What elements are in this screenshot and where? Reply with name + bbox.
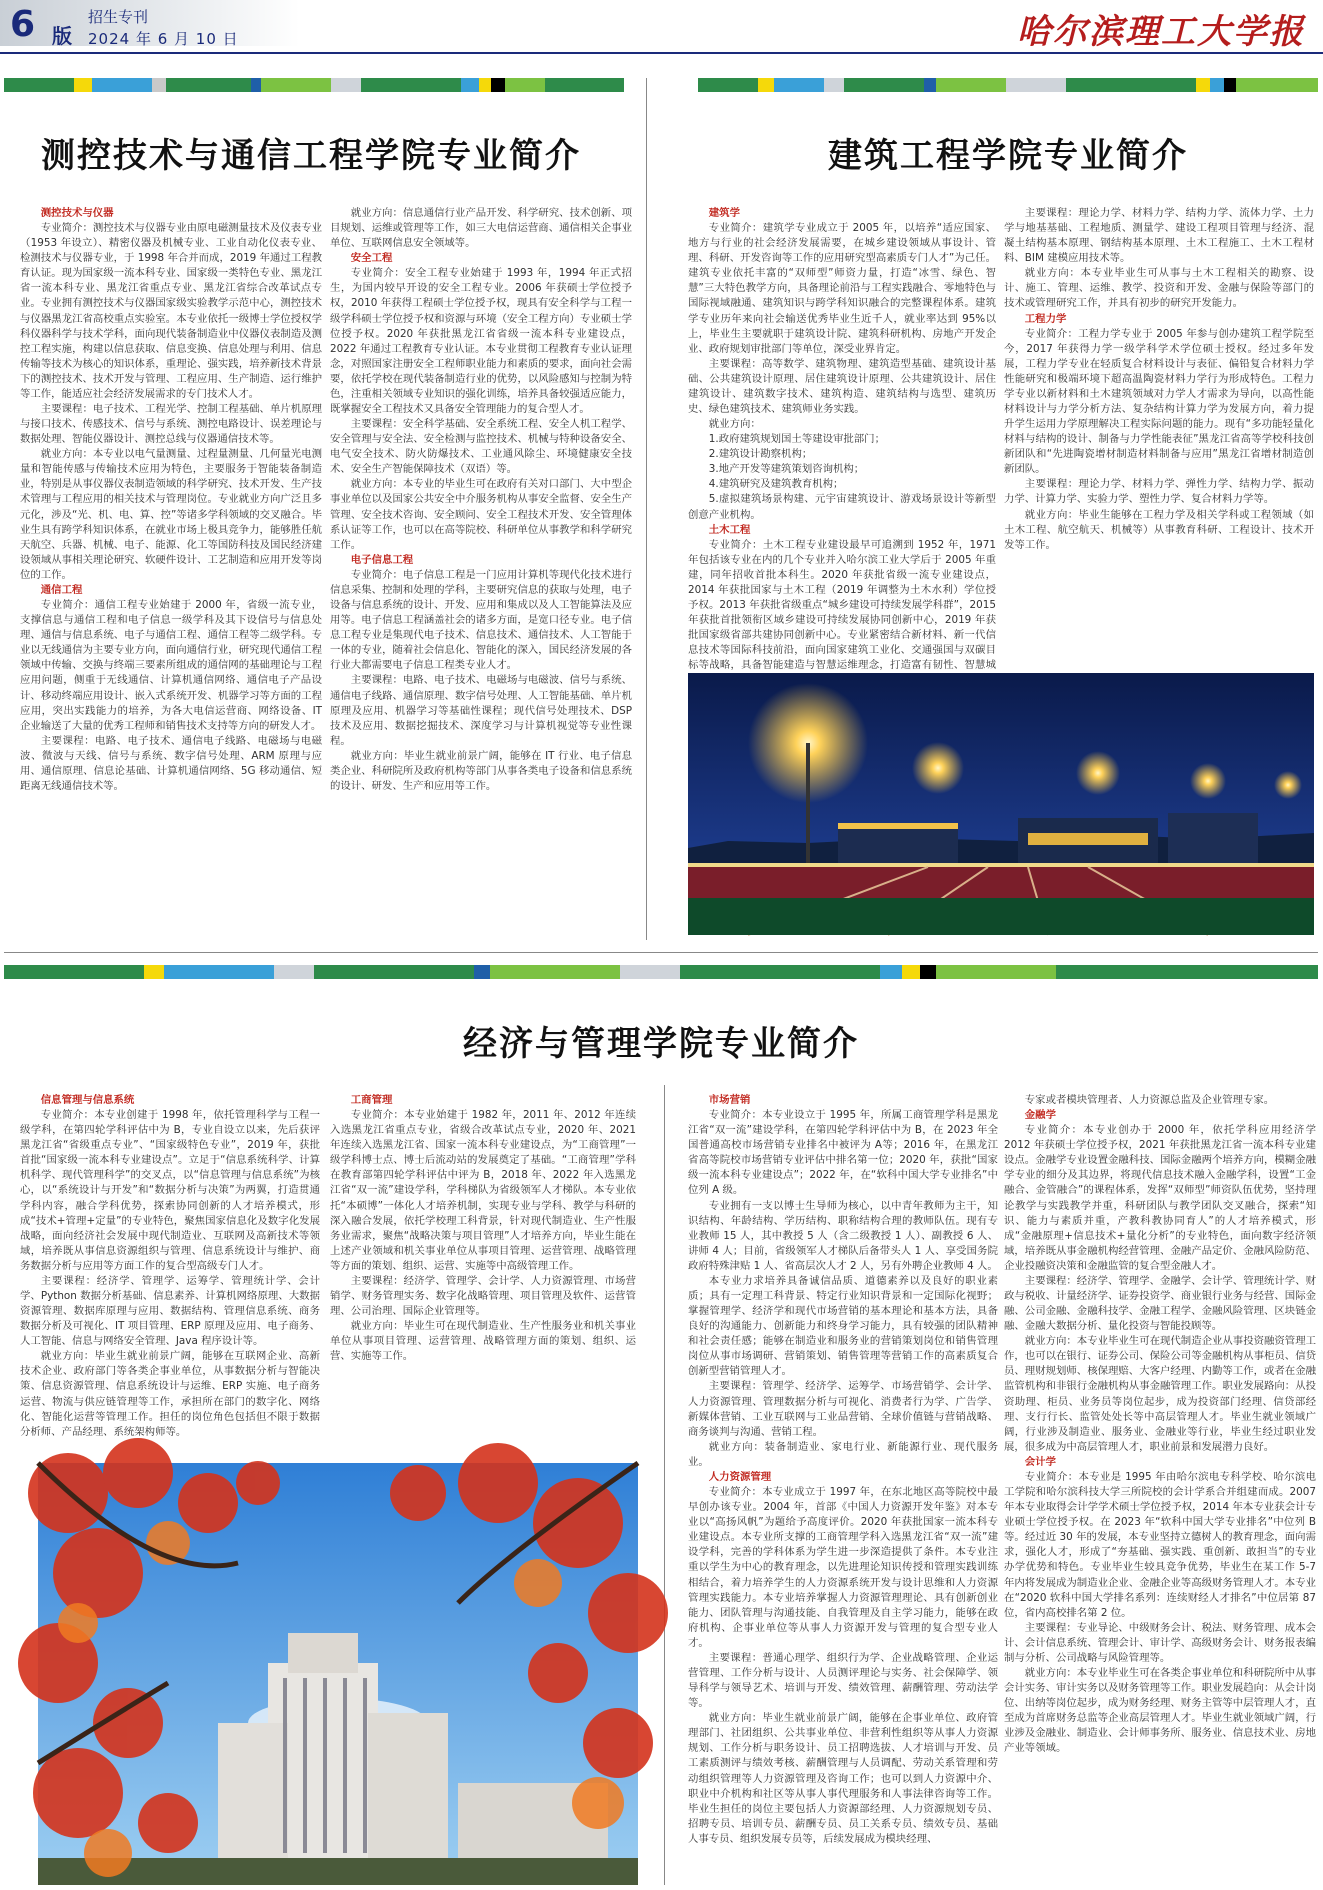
page-ban-label: 版 [52, 24, 72, 48]
section3-column-1b [330, 1093, 636, 1455]
body-paragraph: 专家或者模块管理者、人力资源总监及企业管理专家。 [1024, 1094, 1275, 1106]
body-paragraph: 就业方向：本专业毕业生可在各类企事业单位和科研院所中从事会计实务、审计实务以及财务管理等工作。职业发展趋向：从会计岗位、出纳等岗位起步，成为财务经理、财务主管等中层管理人才，直至成为首席财务总监等企业高层管理人才。毕业生就业领域广阔，行业涉及金融业、制造业、会计师事务所、服务业、信息技术业、房地产业等领域。 [1004, 1666, 1316, 1755]
section-divider [4, 952, 1318, 953]
body-paragraph: 就业方向：本专业以电气量测量、过程量测量、几何量光电测量和智能传感与传输技术应用为特色，主要服务于智能装备制造业，特别是从事仪器仪表制造领域的科学研究、技术开发、生产技术管理与工程应用的相关技术与管理岗位。专业就业方向广泛且多元化，涉及“光、机、电、算、控”等诸多学科领域的交叉融合。毕业生具有跨学科知识体系，在就业市场上极具竞争力，能够胜任航天航空、兵器、机械、电子、能源、化工等国防科技及国民经济建设领域从事相关理论研究、软硬件设计、工艺制造和应用开发等岗位的工作。 [20, 448, 322, 581]
masthead-rule [0, 52, 1323, 54]
major-heading: 通信工程 [40, 583, 83, 596]
section1-column-1 [20, 206, 322, 922]
body-paragraph: 主要课程：安全科学基础、安全系统工程、安全人机工程学、安全管理与安全法、安全检测与监控技术、机械与特种设备安全、电气安全技术、防火防爆技术、工业通风除尘、环境健康安全技术、安全生产智能保障技术（双语）等。 [330, 418, 632, 476]
major-heading: 电子信息工程 [350, 553, 414, 566]
section3-column-1a [20, 1093, 320, 1455]
body-paragraph: 专业简介：本专业创办于 2000 年，依托学科应用经济学 2012 年获硕士学位授予权，2021 年获批黑龙江省一流本科专业建设点。金融学专业设置金融科技、国际金融两个培养方向，模糊金融学专业的细分及其边界，将现代信息技术融入金融学科，设置“工金融合、金管融合”的课程体系，发挥“双师型”师资队伍优势，坚持理论教学与实践教学并重，科研团队与教学团队交叉融合，探索“知识、能力与素质并重，产教科教协同育人”的人才培养模式，形成“金融原理+信息技术+量化分析”的专业特色，面向数字经济领域，培养既从事金融机构经营管理、金融产品定价、金融风险防范、企业投融资决策和金融监管的复合型金融人才。 [1004, 1124, 1316, 1272]
major-heading: 信息管理与信息系统 [40, 1094, 135, 1106]
section-title-architecture-engineering: 建筑工程学院专业简介 [828, 136, 1188, 176]
body-paragraph: 就业方向：毕业生就业前景广阔，能够在企事业单位、政府管理部门、社团组织、公共事业单位、非营利性组织等从事人力资源规划、工作分析与职务设计、员工招聘选拔、人才培训与开发、员工素质测评与绩效考核、薪酬管理与人员调配、劳动关系管理和劳动组织管理等人力资源管理及咨询工作；也可以到人力资源中介、职业中介机构和社区等从事人事代理服务和人事法律咨询等工作。毕业生担任的岗位主要包括人力资源部经理、人力资源规划专员、招聘专员、培训专员、薪酬专员、员工关系专员、绩效专员、基础人事专员、组织发展专员等，后续发展成为模块经理、 [688, 1712, 998, 1845]
body-paragraph: 专业简介：土木工程专业建设最早可追溯到 1952 年，1971 年包括该专业在内的几个专业并入哈尔滨工业大学后于 2005 年重建，同年招收首批本科生。2020 年获批省级一流专业建设点，2014 年获批国家与土木工程（2019 年调整为土木水利）学位授予权。2013 年获批省级重点“城乡建设可持续发展学科群”，2015 年获批首批领衔区域乡建设可持续发展协同创新中心，2019 年获批国家级省部共建协同创新中心。专业紧密结合新材料、新一代信息技术等国际科技前沿，面向国家建筑工业化、交通强国与双碳目标等战略，具备智能建造与智慧运维理念，打造富有韧性、智慧城 [688, 538, 996, 672]
section-title-measurement-communication: 测控技术与通信工程学院专业简介 [41, 136, 581, 176]
section2-column-2 [1004, 206, 1314, 661]
body-paragraph: 2.建筑设计勘察机构； [708, 448, 813, 461]
body-paragraph: 就业方向：本专业毕业生可从事与土木工程相关的勘察、设计、施工、管理、运维、教学、投资和开发、金融与保险等部门的技术或管理研究工作，并具有初步的研究开发能力。 [1004, 267, 1314, 310]
body-paragraph: 专业简介：本专业成立于 1997 年，在东北地区高等院校中最早创办该专业。2004 年，首部《中国人力资源开发年鉴》对本专业以“高扬风帆”为题给予高度评价。2020 年获批国家一流本科专业建设点。本专业所支撑的工商管理学科入选黑龙江省“双一流”建设学科，完善的学科体系为学生进一步深造提供了条件。本专业注重以学生为中心的教育理念，以先进理论知识传授和管理实践训练相结合，着力培养学生的人力资源系统开发与设计思维和人力资源管理实践能力。本专业培养掌握人力资源管理理论、具有创新创业能力、团队管理与沟通技能、自我管理及自主学习能力，能够在政府机构、企事业单位等从事人力资源开发与管理的复合型专业人才。 [688, 1486, 998, 1649]
major-heading: 人力资源管理 [708, 1470, 772, 1483]
body-paragraph: 专业简介：本专业是 1995 年由哈尔滨电专科学校、哈尔滨电工学院和哈尔滨科技大学三所院校的会计学系合并组建而成。2007 年本专业取得会计学学术硕士学位授予权，2014 年本专业获会计专业硕士学位授予权。在 2023 年“软科中国大学专业排名”中位列 B 等。经过近 30 年的发展，本专业坚持立德树人的教育理念，面向需求，强化人才，形成了“夯基础、强实践、重创新、敢担当”的专业办学优势和特色。专业毕业生较具竞争优势，毕业生在某工作 5-7 年内将发展成为制造业企业、金融企业等高级财务管理人才。本专业在“2020 软科中国大学排名系列：连续财经人才排名”中位居第 87 位，省内高校排名第 2 位。 [1004, 1470, 1316, 1619]
campus-night-photo [688, 673, 1314, 935]
body-paragraph: 主要课程：经济学、管理学、会计学、人力资源管理、市场营销学、财务管理实务、数字化战略管理、项目管理及软件、运营管理、公司治理、国际企业管理等。 [330, 1274, 636, 1318]
section3-column-2 [688, 1093, 998, 1883]
color-strip-middle [4, 965, 1318, 979]
body-paragraph: 就业方向：本专业的毕业生可在政府有关对口部门、大中型企事业单位以及国家公共安全中介服务机构从事安全监督、安全生产管理、安全技术咨询、安全顾问、安全工程技术开发、安全管理体系认证等工作，也可以在高等院校、科研单位从事教学和科学研究工作。 [330, 478, 632, 551]
major-heading: 金融学 [1024, 1109, 1056, 1122]
body-paragraph: 5.虚拟建筑场景构建、元宇宙建筑设计、游戏场景设计等新型创意产业机构。 [688, 493, 996, 521]
body-paragraph: 就业方向：毕业生可在现代制造业、生产性服务业和机关事业单位从事项目管理、运营管理、战略管理方面的策划、组织、运营、实施等工作。 [330, 1320, 636, 1363]
body-paragraph: 专业简介：电子信息工程是一门应用计算机等现代化技术进行信息采集、控制和处理的学科，主要研究信息的获取与处理，电子设备与信息系统的设计、开发、应用和集成以及人工智能算法及应用等。电子信息工程涵盖社会的诸多方面，是宽口径专业。电子信息工程专业是集现代电子技术、信息技术、通信技术、人工智能于一体的专业，随着社会信息化、智能化的深入，国民经济发展的各行业大都需要电子信息工程类专业人才。 [330, 568, 632, 672]
body-paragraph: 专业简介：测控技术与仪器专业由原电磁测量技术及仪表专业（1953 年设立）、精密仪器及机械专业、工业自动化仪表专业、检测技术与仪器专业，于 1998 年合并而成，2019 年通过工程教育认证。现为国家级一流本科专业、国家级一类特色专业、黑龙江省一流本科专业、黑龙江省重点专业、黑龙江省综合改革试点专业。专业拥有测控技术与仪器国家级实验教学示范中心，测控技术与仪器黑龙江省高校重点实验室。本专业依托一级博士学位授权学科仪器科学与技术学科，面向现代装备制造业中仪器仪表制造及测控工程实施，构建以信息获取、信息变换、信息处理与利用、信息传输等技术为核心的知识体系，重理论、强实践，培养新技术背景下的测控技术、技术开发与管理、工程应用、生产制造、运行维护等工作，能适应社会经济发展需求的专门技术人才。 [20, 222, 322, 400]
page-number: 6 [10, 4, 36, 45]
body-paragraph: 专业拥有一支以博士生导师为核心，以中青年教师为主干，知识结构、年龄结构、学历结构、职称结构合理的教师队伍。现有专业教师 15 人，其中教授 5 人（含二级教授 1 人）、副教授 6 人、讲师 4 人；目前，省级领军人才梯队后备带头人 1 人、享受国务院政府特殊津贴 1 人、省高层次人才 2 人，另有外聘企业教师 4 人。 [688, 1199, 998, 1272]
body-paragraph: 就业方向：毕业生就业前景广阔，能够在互联网企业、高新技术企业、政府部门等各类企事业单位，从事数据分析与智能决策、信息资源管理、信息系统设计与运维、ERP 实施、电子商务运营、物流与供应链管理等工作，承担所在部门的数字化、网络化、智能化运营等管理工作。担任的岗位角色包括但不限于数据分析师、产品经理、系统架构师等。 [20, 1350, 320, 1438]
color-strip-right [698, 78, 1318, 92]
body-paragraph: 就业方向：装备制造业、家电行业、新能源行业、现代服务业。 [688, 1440, 998, 1468]
major-heading: 工程力学 [1024, 312, 1067, 325]
campus-autumn-photo [38, 1463, 638, 1885]
body-paragraph: 专业简介：工程力学专业于 2005 年参与创办建筑工程学院至今，2017 年获得力学一级学科学术学位硕士授权。经过多年发展，工程力学专业在轻质复合材料设计与表征、偏铅复合材料力学性能研究和极端环境下超高温陶瓷材料力学行为形成特色。工程力学专业以新材料和土木建筑领域对力学人才需求为导向，以高性能材料设计与力学分析方法、复杂结构计算力学为发展方向，着力提升学生运用力学原理解决工程实际问题的能力。现有“多功能轻量化材料与结构的设计、制备与力学性能表征”黑龙江省高等学校科技创新团队和“先进陶瓷增材制造材料制备与应用”黑龙江省增材制造创新团队。 [1004, 327, 1314, 476]
body-paragraph: 主要课程：经济学、管理学、运筹学、管理统计学、会计学、Python 数据分析基础、信息素养、计算机网络原理、大数据资源管理、数据库原理与应用、数据结构、管理信息系统、商务数据分析及可视化、IT 项目管理、ERP 原理及应用、电子商务、人工智能、信息与网络安全管理、Java 程序设计等。 [20, 1274, 320, 1348]
column-divider-top [646, 78, 647, 940]
body-paragraph: 就业方向：毕业生就业前景广阔，能够在 IT 行业、电子信息类企业、科研院所及政府机构等部门从事各类电子设备和信息系统的设计、研发、生产和应用等工作。 [330, 749, 632, 792]
body-paragraph: 3.地产开发等建筑策划咨询机构； [708, 463, 865, 476]
body-paragraph: 专业简介：通信工程专业始建于 2000 年，省级一流专业，支撑信息与通信工程和电子信息一级学科及其下设信号与信息处理、通信与信息系统、电子与通信工程、通信工程等二级学科。专业以无线通信为主要专业方向，面向通信行业，研究现代通信工程领域中传输、交换与终端三要素所组成的通信网的基础理论与工程应用问题，侧重于无线通信、计算机通信网络、通信电子产品设计、移动终端应用设计、嵌入式系统开发、机器学习等方面的工程应用，突出实践能力的培养，为各大电信运营商、网络设备、IT 企业输送了大量的优秀工程师和销售技术支持等方向的研发人才。 [20, 599, 322, 732]
body-paragraph: 4.建筑研究及建筑教育机构； [708, 478, 844, 491]
major-heading: 工商管理 [350, 1094, 393, 1106]
body-paragraph: 专业简介：安全工程专业始建于 1993 年，1994 年正式招生，为国内较早开设的安全工程专业。2006 年获硕士学位授予权，2010 年获得工程硕士学位授予权，现具有安全科学与工程一级学科硕士学位授予权和资源与环境（安全工程方向）专业硕士学位授予权。2020 年获批黑龙江省省级一流本科专业建设点，2022 年通过工程教育专业认证。本专业贯彻工程教育专业认证理念，对照国家注册安全工程师职业能力和素质的要求，面向社会需要，依托学校在现代装备制造行业的优势，以风险感知与控制为特色，注重相关领域专业知识的强化训练，培养具备较强适应能力，既掌握安全工程技术又具备安全管理能力的复合型人才。 [330, 267, 632, 416]
body-paragraph: 专业简介：本专业始建于 1982 年，2011 年、2012 年连续入选黑龙江省重点专业，省级合改革试点专业，2020 年、2021 年连续入选黑龙江省、国家一流本科专业建设点，为“工商管理”一级学科博士点、博士后流动站的发展奠定了基础。“工商管理”学科在教育部第四轮学科评估中评为 B，2018 年、2022 年入选黑龙江省“双一流”建设学科，学科梯队为省级领军人才梯队。本专业依托“本硕博”一体化人才培养机制，实现专业与学科、教学与科研的深入融合发展，依托学校理工科背景，针对现代制造业、生产性服务业需求，聚焦“战略决策与项目管理”人才培养方向，毕业生能在上述产业领域和机关事业单位从事项目管理、运营管理、战略管理等方面的策划、组织、运营、实施等中高级管理工作。 [330, 1109, 636, 1272]
column-name: 招生专刊 [88, 8, 149, 26]
color-strip-left [4, 78, 624, 92]
major-heading: 建筑学 [708, 207, 740, 219]
body-paragraph: 专业简介：建筑学专业成立于 2005 年，以培养“适应国家、地方与行业的社会经济发展需要，在城乡建设领域从事设计、管理、科研、开发咨询等工作的应用研究型高素质专门人才”为己任。建筑专业依托丰富的“双师型”师资力量，打造“冰雪、绿色、智慧”三大特色教学方向，具备理论前沿与工程实践融合、零地特色与国际视域融通、建筑知识与跨学科知识融合的完整课程体系。建筑学专业历年来向社会输送优秀毕业生近千人，就业率达到 95%以上，毕业生主要就职于建筑设计院、建筑科研机构、房地产开发企业、政府规划审批部门等单位，深受业界肯定。 [688, 222, 996, 355]
body-paragraph: 1.政府建筑规划国土等建设审批部门； [708, 433, 885, 446]
body-paragraph: 主要课程：电子技术、工程光学、控制工程基础、单片机原理与接口技术、传感技术、信号与系统、测控电路设计、误差理论与数据处理、智能仪器设计、测控总线与仪器通信技术等。 [20, 403, 322, 446]
section2-column-1 [688, 206, 996, 672]
body-paragraph: 主要课程：普通心理学、组织行为学、企业战略管理、企业运营管理、工作分析与设计、人员测评理论与实务、社会保障学、领导科学与领导艺术、培训与开发、绩效管理、薪酬管理、劳动法学等。 [688, 1651, 998, 1710]
section-title-economics-management: 经济与管理学院专业简介 [463, 1024, 859, 1064]
major-heading: 安全工程 [350, 252, 393, 265]
column-divider-bottom [664, 1085, 665, 1885]
body-paragraph: 专业简介：本专业创建于 1998 年，依托管理科学与工程一级学科，在第四轮学科评估中为 B，专业自设立以来，先后获评黑龙江省“省级重点专业”、“国家级特色专业”，2019 年，获批首批“国家级一流本科专业建设点”。立足于“信息系统科学、计算机科学、现代管理科学”的交叉点，以“信息管理与信息系统”为核心，以“系统设计与开发”和“数据分析与决策”为两翼，打造贯通学科内容，融合学科优势，探索协同创新的人才培养模式，形成“技术+管理+定量”的专业特色，聚焦国家信息化及数字化发展战略，面向经济社会发展中现代制造业、互联网及高新技术等领域，培养既从事信息资源组织与管理、信息系统设计与维护、商务数据分析与应用等方面工作的复合型高级专门人才。 [20, 1109, 320, 1272]
issue-date: 2024 年 6 月 10 日 [88, 30, 239, 48]
body-paragraph: 专业简介：本专业设立于 1995 年，所属工商管理学科是黑龙江省“双一流”建设学科，在第四轮学科评估中为 B，在 2023 年全国普通高校市场营销专业排名中被评为 A等；2016 年，在黑龙江省高等院校市场营销专业评估中排名第一位；2020 年，获批“国家级一流本科专业建设点”；2022 年，在“软科中国大学专业排名”中位列 A 级。 [688, 1109, 998, 1197]
body-paragraph: 主要课程：高等数学、建筑物理、建筑造型基础、建筑设计基础、公共建筑设计原理、居住建筑设计原理、公共建筑设计、居住建筑设计、建筑数字技术、建筑构造、建筑结构与选型、建筑历史、绿色建筑技术、建筑师业务实践。 [688, 357, 996, 416]
major-heading: 市场营销 [708, 1094, 751, 1106]
body-paragraph: 主要课程：经济学、管理学、金融学、会计学、管理统计学、财政与税收、计量经济学、证券投资学、商业银行业务与经营、国际金融、公司金融、金融科技学、金融工程学、金融风险管理、区块链金融、金融大数据分析、量化投资与智能投顾等。 [1004, 1274, 1316, 1333]
body-paragraph: 就业方向：本专业毕业生可在现代制造企业从事投资融资管理工作，也可以在银行、证券公司、保险公司等金融机构从事柜员、信贷员、理财规划师、核保理赔、大客户经理、内勤等工作，或者在金融监管机构和非银行金融机构从事金融管理工作。职业发展路向：从投资助理、柜员、业务员等岗位起步，成为投资部门经理、信贷部经理、支行行长、监管处处长等中高层管理人才。毕业生就业领域广阔，行业涉及制造业、服务业、金融业等行业，毕业生经过职业发展，很多成为中高层管理人才，职业前景和发展潜力良好。 [1004, 1335, 1316, 1453]
body-paragraph: 主要课程：电路、电子技术、电磁场与电磁波、信号与系统、通信电子线路、通信原理、数字信号处理、人工智能基础、单片机原理及应用、机器学习等基础性课程；现代信号处理技术、DSP 技术及应用、数据挖掘技术、深度学习与计算机视觉等专业性课程。 [330, 674, 632, 747]
masthead [0, 0, 1323, 62]
body-paragraph: 本专业力求培养具备诚信品质、道德素养以及良好的职业素质；具有一定理工科背景、特定行业知识背景和一定国际化视野；掌握管理学、经济学和现代市场营销的基本理论和基本方法，具备良好的沟通能力、创新能力和终身学习能力，具有较强的团队精神和社会责任感；能够在制造业和服务业的营销策划岗位和销售管理岗位从事市场调研、营销策划、销售管理等营销工作的高素质复合创新型营销管理人才。 [688, 1274, 998, 1378]
body-paragraph: 主要课程：理论力学、材料力学、结构力学、流体力学、土力学与地基基础、工程地质、测量学、建设工程项目管理与经济、混凝土结构基本原理、钢结构基本原理、土木工程施工、土木工程材料、BIM 建模应用技术等。 [1004, 207, 1314, 265]
major-heading: 会计学 [1024, 1455, 1056, 1468]
section1-column-2 [330, 206, 632, 922]
major-heading: 测控技术与仪器 [40, 207, 114, 219]
body-paragraph: 就业方向：毕业生能够在工程力学及相关学科或工程领域（如土木工程、航空航天、机械等）从事教育科研、工程设计、技术开发等工作。 [1004, 508, 1314, 551]
body-paragraph: 主要课程：电路、电子技术、通信电子线路、电磁场与电磁波、微波与天线、信号与系统、数字信号处理、ARM 原理与应用、通信原理、信息论基础、计算机通信网络、5G 移动通信、短距离无线通信技术等。 [20, 734, 322, 792]
section3-column-3 [1004, 1093, 1316, 1883]
major-heading: 土木工程 [708, 523, 751, 536]
body-paragraph: 主要课程：理论力学、材料力学、弹性力学、结构力学、振动力学、计算力学、实验力学、塑性力学、复合材料力学等。 [1004, 478, 1314, 506]
body-paragraph: 主要课程：专业导论、中级财务会计、税法、财务管理、成本会计、会计信息系统、管理会计、审计学、高级财务会计、财务报表编制与分析、公司战略与风险管理等。 [1004, 1621, 1316, 1664]
body-paragraph: 就业方向： [708, 418, 761, 431]
newspaper-name: 哈尔滨理工大学报 [1017, 12, 1305, 52]
body-paragraph: 主要课程：管理学、经济学、运筹学、市场营销学、会计学、人力资源管理、管理数据分析与可视化、消费者行为学、广告学、新媒体营销、工业互联网与工业品营销、全球价值链与营销战略、商务谈判与沟通、营销工程。 [688, 1380, 998, 1438]
body-paragraph: 就业方向：信息通信行业产品开发、科学研究、技术创新、项目规划、运维或管理等工作，如三大电信运营商、通信相关企事业单位、互联网信息安全领域等。 [330, 207, 632, 250]
